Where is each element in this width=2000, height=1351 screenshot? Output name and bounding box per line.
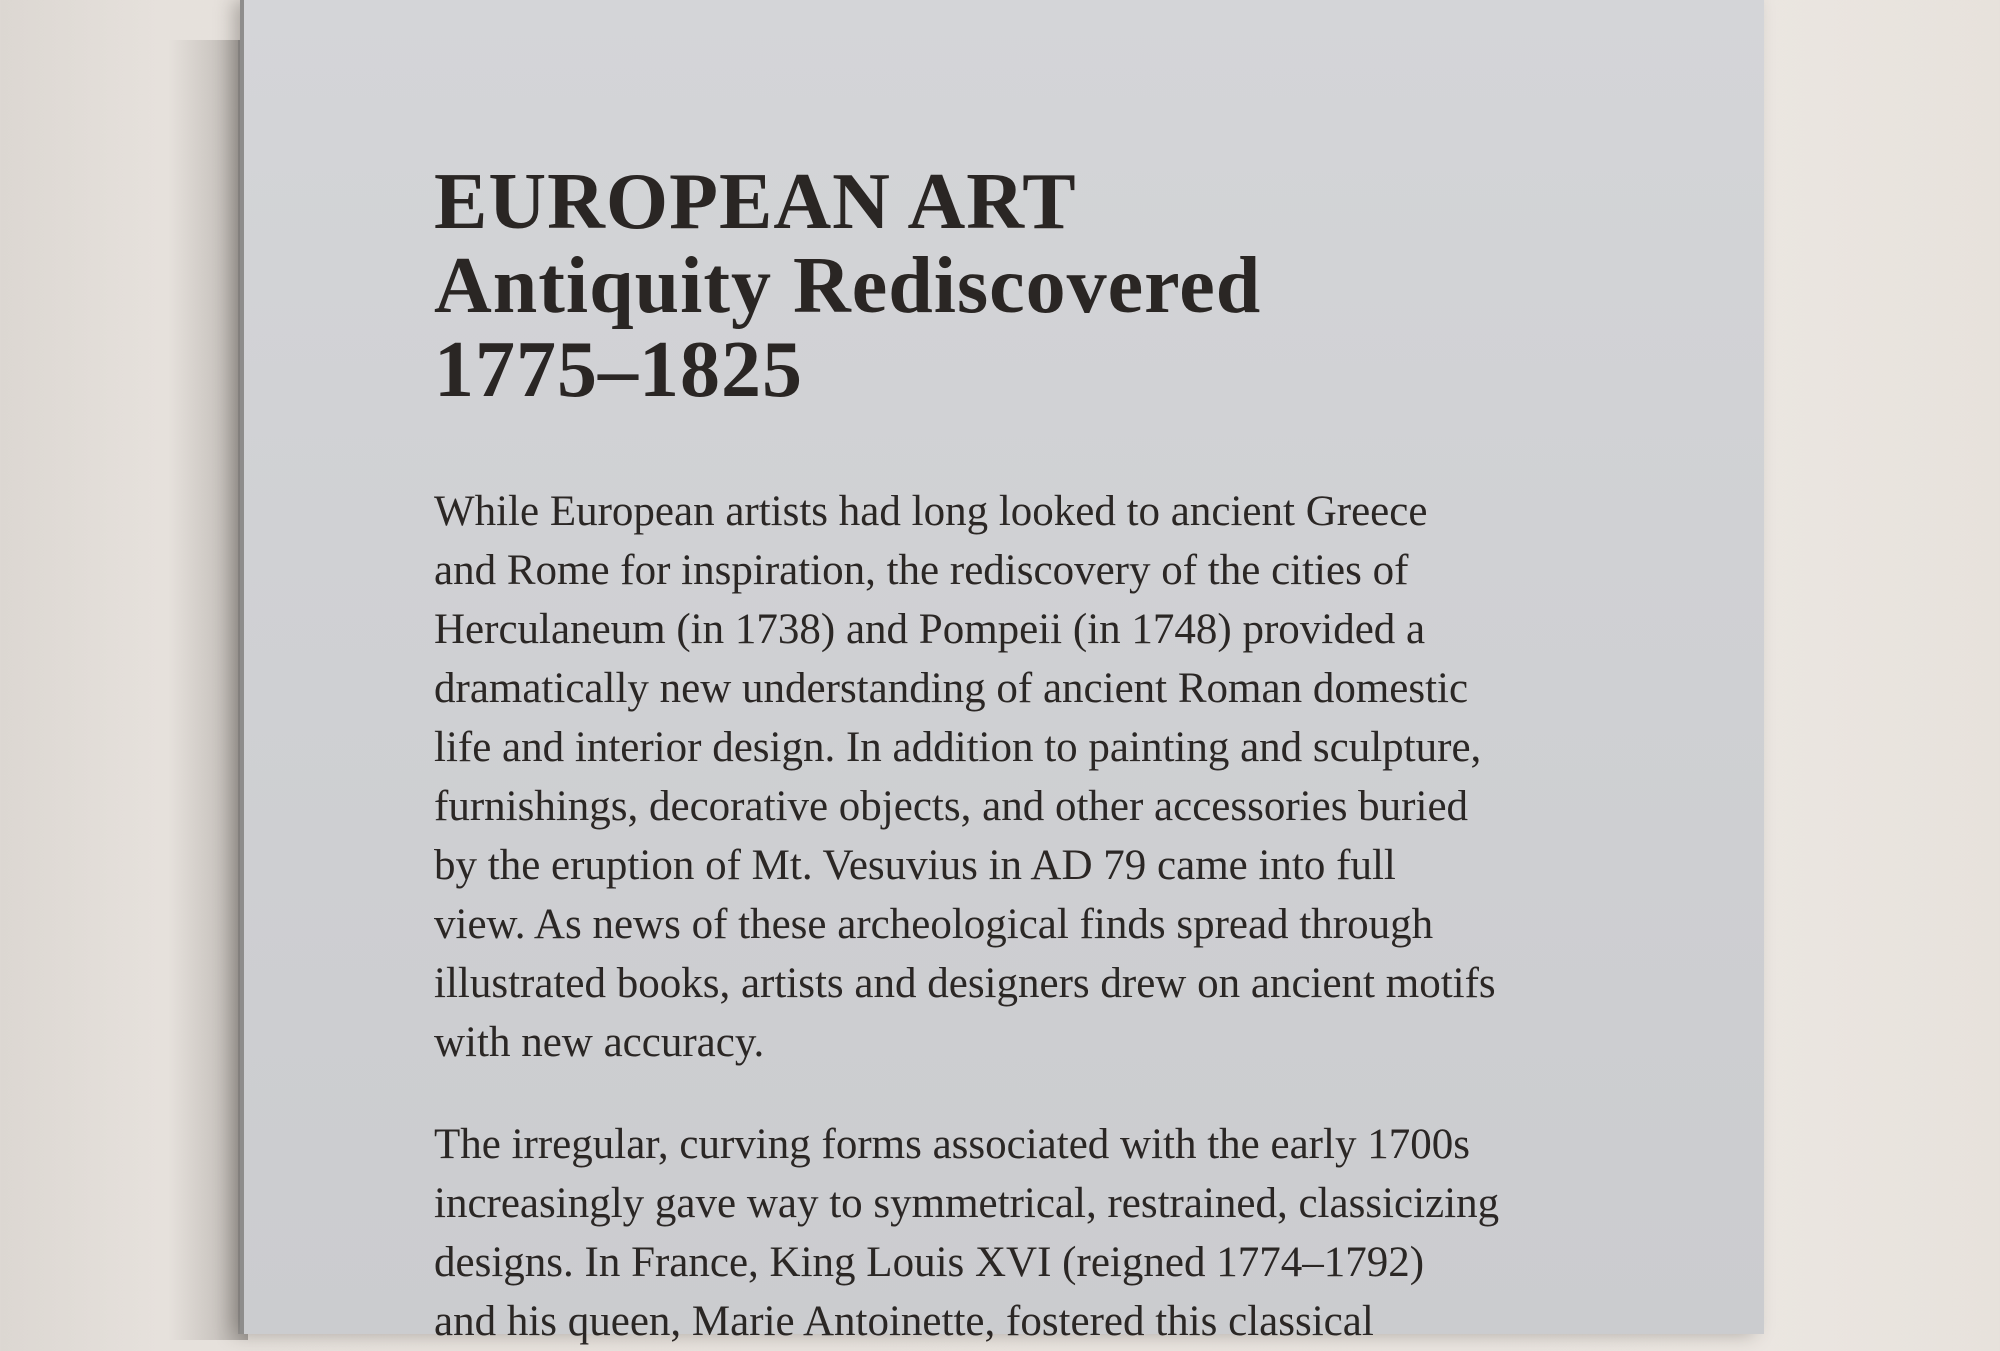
paragraph-line: life and interior design. In addition to painting and sculpture, [434,724,1482,771]
intro-paragraph [434,482,1614,1072]
paragraph-line: and Rome for inspiration, the rediscovery of the cities of [434,547,1409,594]
paragraph-line: view. As news of these archeological finds spread through [434,901,1434,948]
paragraph-line: Herculaneum (in 1738) and Pompeii (in 1748) provided a [434,606,1426,653]
paragraph-line: increasingly gave way to symmetrical, restrained, classicizing [434,1180,1500,1227]
paragraph-line: and his queen, Marie Antoinette, fostered this classical [434,1298,1374,1345]
paragraph-line: by the eruption of Mt. Vesuvius in AD 79 came into full [434,842,1396,889]
paragraph-line: The irregular, curving forms associated with the early 1700s [434,1121,1470,1168]
heading-line-1: EUROPEAN ART [434,158,1077,246]
exhibit-heading [434,160,1261,412]
paragraph-line: with new accuracy. [434,1019,765,1066]
heading-line-2: Antiquity Rediscovered [434,242,1262,330]
paragraph-line: While European artists had long looked to ancient Greece [434,488,1428,535]
paragraph-line: designs. In France, King Louis XVI (reigned 1774–1792) [434,1239,1425,1286]
wall-shadow [168,40,248,1340]
paragraph-line: furnishings, decorative objects, and other accessories buried [434,783,1469,830]
heading-line-3: 1775–1825 [434,326,803,414]
second-paragraph [434,1115,1614,1351]
paragraph-line: illustrated books, artists and designers drew on ancient motifs [434,960,1496,1007]
paragraph-line: dramatically new understanding of ancient Roman domestic [434,665,1469,712]
